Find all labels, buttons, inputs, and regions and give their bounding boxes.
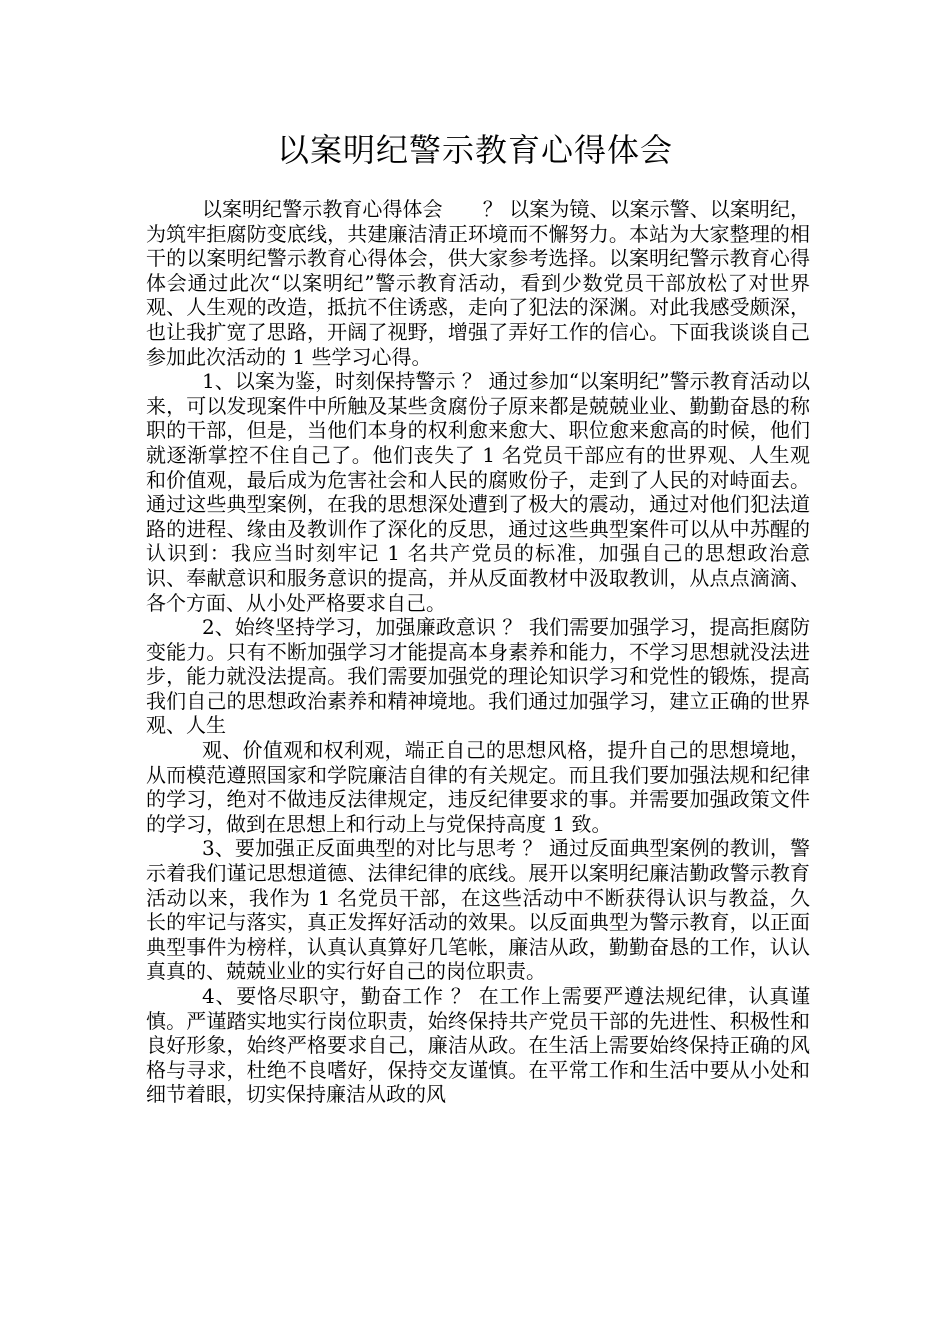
paragraph-intro: 以案明纪警示教育心得体会 ？ 以案为镜、以案示警、以案明纪，为筑牢拒腐防变底线，共建廉洁清正环境而不懈努力。本站为大家整理的相干的以案明纪警示教育心得体会，供大家参考选择。以案明纪警示教育心得体会通过此次“以案明纪”警示教育活动，看到少数党员干部放松了对世界观、人生观的改造，抵抗不住诱惑，走向了犯法的深渊。对此我感受颇深，也让我扩宽了思路，开阔了视野，增强了弄好工作的信心。下面我谈谈自己参加此次活动的 1 些学习心得。 [146,197,810,369]
paragraph-point-3: 3、要加强正反面典型的对比与思考 ？ 通过反面典型案例的教训，警示着我们谨记思想道德、法律纪律的底线。展开以案明纪廉洁勤政警示教育活动以来，我作为 1 名党员干部，在这些活动中不断获得认识与教益，久长的牢记与落实，真正发挥好活动的效果。以反面典型为警示教育，以正面典型事件为榜样，认真认真算好几笔帐，廉洁从政，勤勤奋恳的工作，认认真真的、兢兢业业的实行好自己的岗位职责。 [146,836,810,984]
paragraph-point-2-continued: 观、价值观和权利观，端正自己的思想风格，提升自己的思想境地，从而模范遵照国家和学院廉洁自律的有关规定。而且我们要加强法规和纪律的学习，绝对不做违反法律规定，违反纪律要求的事。并需要加强政策文件的学习，做到在思想上和行动上与党保持高度 1 致。 [146,738,810,836]
document-body [146,197,810,1107]
paragraph-point-2: 2、始终坚持学习，加强廉政意识 ？ 我们需要加强学习，提高拒腐防变能力。只有不断加强学习才能提高本身素养和能力，不学习思想就没法进步，能力就没法提高。我们需要加强党的理论知识学习和党性的锻炼，提高我们自己的思想政治素养和精神境地。我们通过加强学习，建立正确的世界观、人生 [146,615,810,738]
paragraph-point-1: 1、以案为鉴，时刻保持警示 ？ 通过参加“以案明纪”警示教育活动以来，可以发现案件中所触及某些贪腐份子原来都是兢兢业业、勤勤奋恳的称职的干部，但是，当他们本身的权利愈来愈大、职位愈来愈高的时候，他们就逐渐掌控不住自己了。他们丧失了 1 名党员干部应有的世界观、人生观和价值观，最后成为危害社会和人民的腐败份子，走到了人民的对峙面去。通过这些典型案例，在我的思想深处遭到了极大的震动，通过对他们犯法道路的进程、缘由及教训作了深化的反思，通过这些典型案件可以从中苏醒的认识到：我应当时刻牢记 1 名共产党员的标准，加强自己的思想政治意识、奉献意识和服务意识的提高，并从反面教材中汲取教训，从点点滴滴、各个方面、从小处严格要求自己。 [146,369,810,615]
document-title: 以案明纪警示教育心得体会 [276,131,673,169]
paragraph-point-4: 4、要恪尽职守，勤奋工作 ？ 在工作上需要严遵法规纪律，认真谨慎。严谨踏实地实行岗位职责，始终保持共产党员干部的先进性、积极性和良好形象，始终严格要求自己，廉洁从政。在生活上需要始终保持正确的风格与寻求，杜绝不良嗜好，保持交友谨慎。在平常工作和生活中要从小处和细节着眼，切实保持廉洁从政的风 [146,984,810,1107]
